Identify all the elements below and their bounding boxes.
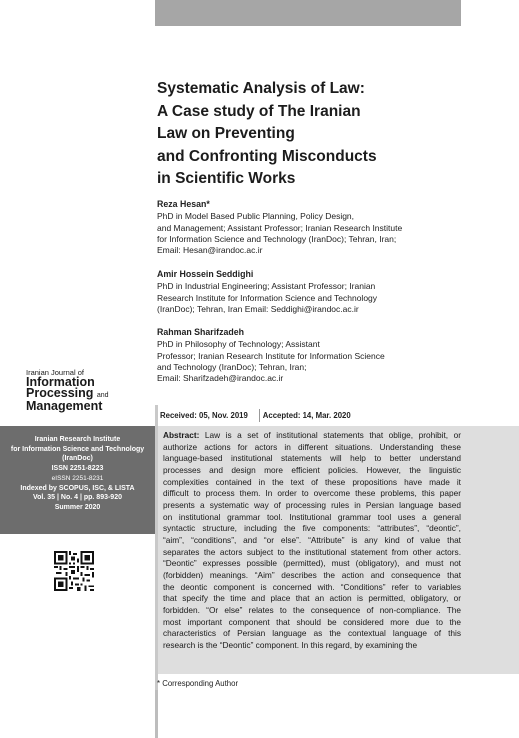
author-name: Rahman Sharifzadeh (157, 327, 245, 337)
abstract-line: difficult to process them. In order to overcome these problems, this paper (163, 488, 461, 499)
abstract-line: research is the “Deontic” component. In this regard, by examining the (163, 639, 418, 650)
abstract-line (163, 430, 461, 442)
author-affiliation: for Information Science and Technology (IranDoc); Tehran, Iran; (157, 233, 397, 244)
institute-name: (IranDoc) (62, 455, 93, 463)
header-bar (155, 0, 461, 26)
abstract-line: separates the actors subject to the institutional statement from other actors. (163, 546, 461, 557)
journal-logo-and: and (96, 391, 109, 399)
abstract-line: presents a systematic way of processing rules in Persian language based (163, 499, 461, 510)
author-affiliation: Professor; Iranian Research Institute for Information Science (157, 350, 385, 361)
author-block (157, 327, 457, 384)
author-name: Reza Hesan* (157, 199, 210, 209)
author-affiliation: and Management; Assistant Professor; Iranian Research Institute (157, 222, 403, 233)
author-block (157, 269, 457, 315)
received-date: Received: 05, Nov. 2019 (160, 411, 248, 420)
abstract-line: complexities contained in the text of these propositions have made it (163, 476, 461, 487)
abstract-text: Law is a set of institutional statements that oblige, prohibit, or (204, 430, 461, 440)
qr-code-icon (54, 551, 94, 591)
abstract-line: forbidden. “Or else” relates to the consequence of non-compliance. The (163, 604, 461, 615)
abstract-line: that specify the time and place that an action is permitted, obligatory, or (163, 593, 461, 604)
abstract-line: processes and design more efficient policies. However, the linguistic (163, 464, 461, 475)
journal-logo-line: Iranian Journal of (26, 368, 84, 377)
eissn: eISSN 2251-8231 (51, 474, 104, 482)
indexing: Indexed by SCOPUS, ISC, & LISTA (20, 484, 135, 492)
title-line: in Scientific Works (157, 170, 296, 187)
title-line: Systematic Analysis of Law: (157, 80, 365, 97)
paper-title (157, 78, 457, 191)
abstract-line: language-based institutional statements will help to better understand (163, 453, 461, 464)
abstract-line: syntactic structure, including the five components: “attributes”, “deontic”, (163, 523, 461, 534)
abstract-label: Abstract: (163, 430, 200, 440)
journal-logo-line: Management (26, 398, 103, 413)
article-dates (160, 411, 364, 420)
title-line: and Confronting Misconducts (157, 147, 377, 165)
journal-logo-word: Processing (26, 385, 94, 400)
corresponding-author-note: * Corresponding Author (157, 679, 239, 688)
abstract (163, 430, 461, 651)
author-affiliation: PhD in Philosophy of Technology; Assistant (157, 339, 320, 350)
author-affiliation: Research Institute for Information Science and Technology (157, 292, 378, 303)
abstract-line: on institutional grammar tool. Institutional grammar tool uses a general (163, 511, 461, 522)
journal-logo-line: Information (26, 374, 95, 389)
title-line: A Case study of The Iranian (157, 102, 361, 120)
title-line: Law on Preventing (157, 125, 295, 142)
author-email: (IranDoc); Tehran, Iran Email: Seddighi@irandoc.ac.ir (157, 303, 359, 314)
author-email: Email: Sharifzadeh@irandoc.ac.ir (157, 373, 284, 384)
abstract-line: “Deontic” expresses possible (permitted), must (obligatory), and must not (163, 558, 461, 569)
institute-name: for Information Science and Technology (10, 445, 145, 453)
author-block (157, 199, 457, 256)
author-affiliation: and Technology (IranDoc); Tehran, Iran; (157, 361, 307, 372)
dates-separator (259, 409, 260, 422)
abstract-line: authorize actions for actors in different situations. Understanding these (163, 441, 461, 452)
journal-info-box (0, 426, 155, 534)
abstract-line: the deontic component is concerned with. “Conditions” refer to variables (163, 581, 461, 592)
abstract-line: most important component that should be considered more due to the (163, 616, 461, 627)
margin-rule (155, 690, 158, 738)
author-email: Email: Hesan@irandoc.ac.ir (157, 245, 263, 256)
volume-info: Vol. 35 | No. 4 | pp. 893-920 (33, 494, 122, 502)
journal-logo (26, 369, 156, 412)
abstract-line: “aim”, “conditions”, and “or else”. “Attribute” is any kind of value that (163, 534, 461, 545)
author-affiliation: PhD in Model Based Public Planning, Policy Design, (157, 211, 355, 222)
author-affiliation: PhD in Industrial Engineering; Assistant Professor; Iranian (157, 281, 376, 292)
issn: ISSN 2251-8223 (51, 465, 104, 473)
abstract-line: characteristics of Persian language as the contextual language of this (163, 628, 461, 639)
institute-name: Iranian Research Institute (34, 436, 121, 443)
abstract-line: (forbidden) meanings. “Aim” describes the action and consequence that (163, 569, 461, 580)
accepted-date: Accepted: 14, Mar. 2020 (262, 411, 351, 420)
author-name: Amir Hossein Seddighi (157, 269, 254, 279)
issue-date: Summer 2020 (54, 503, 101, 511)
